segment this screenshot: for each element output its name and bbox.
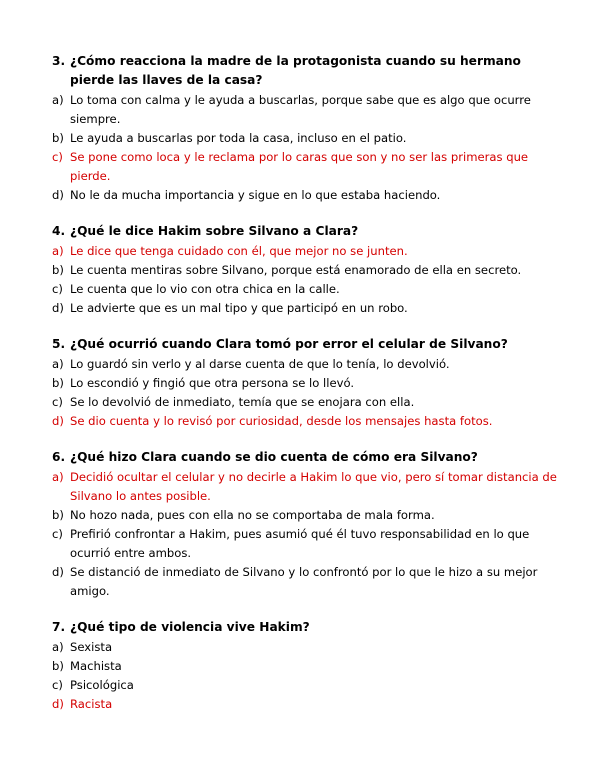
option-text: Lo escondió y fingió que otra persona se lo llevó. [70,376,355,390]
option-letter: b) [52,508,64,522]
question-number: 5. [52,337,66,351]
option-c [52,148,560,186]
option-b [52,129,560,148]
option-text: Le ayuda a buscarlas por toda la casa, incluso en el patio. [70,131,407,145]
option-d [52,412,560,431]
option-letter: d) [52,188,64,202]
option-text: Le cuenta mentiras sobre Silvano, porque está enamorado de ella en secreto. [70,263,522,277]
option-letter: b) [52,376,64,390]
option-text: Se lo devolvió de inmediato, temía que se enojara con ella. [70,395,415,409]
option-letter: b) [52,659,64,673]
option-letter: d) [52,301,64,315]
option-letter: c) [52,282,63,296]
option-text: Psicológica [70,678,134,692]
option-letter: b) [52,263,64,277]
option-letter: a) [52,640,64,654]
option-d [52,695,560,714]
option-d [52,299,560,318]
question-3 [52,52,560,205]
question-text: ¿Qué hizo Clara cuando se dio cuenta de cómo era Silvano? [70,450,478,464]
option-text: Sexista [70,640,113,654]
question-text: ¿Qué ocurrió cuando Clara tomó por error el celular de Silvano? [70,337,508,351]
option-text: Se distanció de inmediato de Silvano y lo confrontó por lo que le hizo a su mejor amigo. [70,565,538,598]
option-a [52,242,560,261]
option-letter: c) [52,527,63,541]
option-a [52,468,560,506]
option-text: Machista [70,659,122,673]
option-c [52,525,560,563]
question-7 [52,618,560,714]
option-text: Le dice que tenga cuidado con él, que mejor no se junten. [70,244,408,258]
question-title [52,448,560,467]
question-text: ¿Qué le dice Hakim sobre Silvano a Clara? [70,224,359,238]
option-b [52,506,560,525]
option-text: No hozo nada, pues con ella no se comportaba de mala forma. [70,508,435,522]
option-letter: a) [52,357,64,371]
question-4 [52,222,560,318]
option-text: Lo toma con calma y le ayuda a buscarlas, porque sabe que es algo que ocurre siempre. [70,93,531,126]
option-letter: d) [52,414,64,428]
option-text: Lo guardó sin verlo y al darse cuenta de que lo tenía, lo devolvió. [70,357,450,371]
option-b [52,261,560,280]
question-6 [52,448,560,601]
option-letter: c) [52,678,63,692]
question-title [52,335,560,354]
question-title [52,618,560,637]
option-letter: a) [52,470,64,484]
option-letter: c) [52,395,63,409]
option-text: No le da mucha importancia y sigue en lo que estaba haciendo. [70,188,441,202]
option-text: Se dio cuenta y lo revisó por curiosidad, desde los mensajes hasta fotos. [70,414,493,428]
option-a [52,91,560,129]
question-5 [52,335,560,431]
option-letter: b) [52,131,64,145]
option-d [52,563,560,601]
option-b [52,657,560,676]
question-number: 3. [52,54,66,68]
option-a [52,638,560,657]
option-letter: a) [52,244,64,258]
question-title [52,222,560,241]
option-c [52,280,560,299]
option-text: Racista [70,697,113,711]
option-text: Le advierte que es un mal tipo y que participó en un robo. [70,301,408,315]
option-letter: d) [52,697,64,711]
option-letter: c) [52,150,63,164]
option-letter: d) [52,565,64,579]
option-text: Decidió ocultar el celular y no decirle a Hakim lo que vio, pero sí tomar distancia de Silvano lo antes posible. [70,470,557,503]
option-b [52,374,560,393]
question-number: 6. [52,450,66,464]
question-text: ¿Qué tipo de violencia vive Hakim? [70,620,310,634]
question-number: 7. [52,620,66,634]
option-text: Se pone como loca y le reclama por lo caras que son y no ser las primeras que pierde. [70,150,529,183]
option-c [52,393,560,412]
question-text: ¿Cómo reacciona la madre de la protagonista cuando su hermano pierde las llaves de la casa? [70,54,521,87]
option-text: Prefirió confrontar a Hakim, pues asumió qué él tuvo responsabilidad en lo que ocurrió entre ambos. [70,527,530,560]
option-d [52,186,560,205]
option-text: Le cuenta que lo vio con otra chica en la calle. [70,282,340,296]
option-a [52,355,560,374]
question-title [52,52,560,90]
option-c [52,676,560,695]
option-letter: a) [52,93,64,107]
question-number: 4. [52,224,66,238]
